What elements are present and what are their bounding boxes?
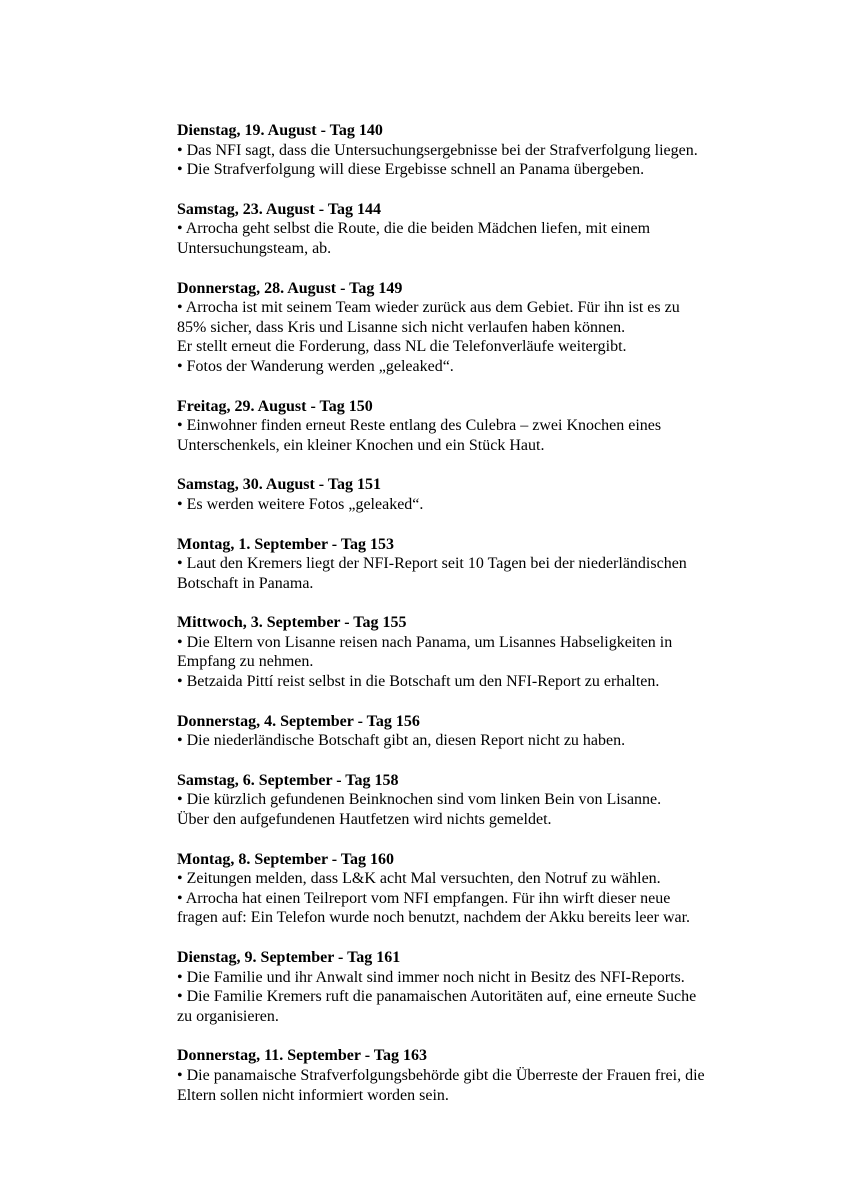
entry-title: Dienstag, 19. August - Tag 140 — [177, 122, 383, 139]
timeline-entry — [177, 771, 777, 830]
entry-line: • Die Eltern von Lisanne reisen nach Panama, um Lisannes Habseligkeiten in — [177, 633, 673, 651]
entry-line: • Die kürzlich gefundenen Beinknochen sind vom linken Bein von Lisanne. — [177, 791, 662, 809]
entry-line: • Fotos der Wanderung werden „geleaked“. — [177, 357, 454, 375]
entry-line: • Das NFI sagt, dass die Untersuchungsergebnisse bei der Strafverfolgung liegen. — [177, 141, 698, 159]
entry-title: Donnerstag, 11. September - Tag 163 — [177, 1047, 427, 1065]
entry-title: Samstag, 6. September - Tag 158 — [177, 771, 399, 789]
entry-line: Untersuchungsteam, ab. — [177, 239, 332, 257]
entry-line: Unterschenkels, ein kleiner Knochen und ein Stück Haut. — [177, 436, 545, 454]
entry-line: • Die panamaische Strafverfolgungsbehörde gibt die Überreste der Frauen frei, die — [177, 1066, 705, 1084]
timeline-entry — [177, 1046, 777, 1105]
entry-title: Dienstag, 9. September - Tag 161 — [177, 949, 401, 966]
entry-title: Montag, 1. September - Tag 153 — [177, 535, 395, 553]
entry-line: • Es werden weitere Fotos „geleaked“. — [177, 495, 424, 513]
timeline-entry — [177, 475, 777, 514]
timeline-entry — [177, 712, 777, 751]
entry-title: Mittwoch, 3. September - Tag 155 — [177, 614, 407, 632]
entry-title: Montag, 8. September - Tag 160 — [177, 850, 395, 868]
document-page — [177, 121, 777, 1125]
entry-line: Botschaft in Panama. — [177, 574, 314, 592]
entry-title: Donnerstag, 4. September - Tag 156 — [177, 712, 420, 730]
entry-line: • Die Familie Kremers ruft die panamaischen Autoritäten auf, eine erneute Suche — [177, 988, 697, 1006]
entry-line: • Arrocha hat einen Teilreport vom NFI empfangen. Für ihn wirft dieser neue — [177, 889, 671, 907]
entry-line: zu organisieren. — [177, 1007, 279, 1025]
timeline-entry — [177, 200, 777, 259]
entry-line: • Zeitungen melden, dass L&K acht Mal versuchten, den Notruf zu wählen. — [177, 870, 661, 888]
entry-line: • Die Strafverfolgung will diese Ergebisse schnell an Panama übergeben. — [177, 161, 645, 179]
timeline-entry — [177, 948, 777, 1026]
entry-line: • Betzaida Pittí reist selbst in die Botschaft um den NFI-Report zu erhalten. — [177, 673, 660, 691]
entry-line: • Arrocha geht selbst die Route, die die beiden Mädchen liefen, mit einem — [177, 220, 651, 238]
entry-line: • Laut den Kremers liegt der NFI-Report seit 10 Tagen bei der niederländischen — [177, 555, 687, 573]
entry-line: fragen auf: Ein Telefon wurde noch benutzt, nachdem der Akku bereits leer war. — [177, 909, 691, 927]
entry-title: Donnerstag, 28. August - Tag 149 — [177, 279, 403, 297]
timeline-entry — [177, 279, 777, 377]
timeline-entry — [177, 121, 777, 180]
entry-line: • Einwohner finden erneut Reste entlang des Culebra – zwei Knochen eines — [177, 417, 662, 435]
entry-line: Eltern sollen nicht informiert worden sein. — [177, 1086, 449, 1104]
entry-line: Er stellt erneut die Forderung, dass NL die Telefonverläufe weitergibt. — [177, 338, 627, 356]
timeline-entry — [177, 397, 777, 456]
entry-line: Empfang zu nehmen. — [177, 653, 314, 671]
entry-line: Über den aufgefundenen Hautfetzen wird nichts gemeldet. — [177, 811, 552, 829]
entry-title: Freitag, 29. August - Tag 150 — [177, 397, 373, 415]
timeline-entry — [177, 535, 777, 594]
timeline-entry — [177, 613, 777, 691]
entry-line: • Die niederländische Botschaft gibt an, diesen Report nicht zu haben. — [177, 732, 626, 750]
entry-line: • Die Familie und ihr Anwalt sind immer noch nicht in Besitz des NFI-Reports. — [177, 968, 685, 986]
entry-line: 85% sicher, dass Kris und Lisanne sich nicht verlaufen haben können. — [177, 318, 626, 336]
entry-title: Samstag, 30. August - Tag 151 — [177, 476, 382, 494]
entry-line: • Arrocha ist mit seinem Team wieder zurück aus dem Gebiet. Für ihn ist es zu — [177, 299, 680, 317]
entry-title: Samstag, 23. August - Tag 144 — [177, 200, 382, 218]
timeline-entry — [177, 850, 777, 928]
